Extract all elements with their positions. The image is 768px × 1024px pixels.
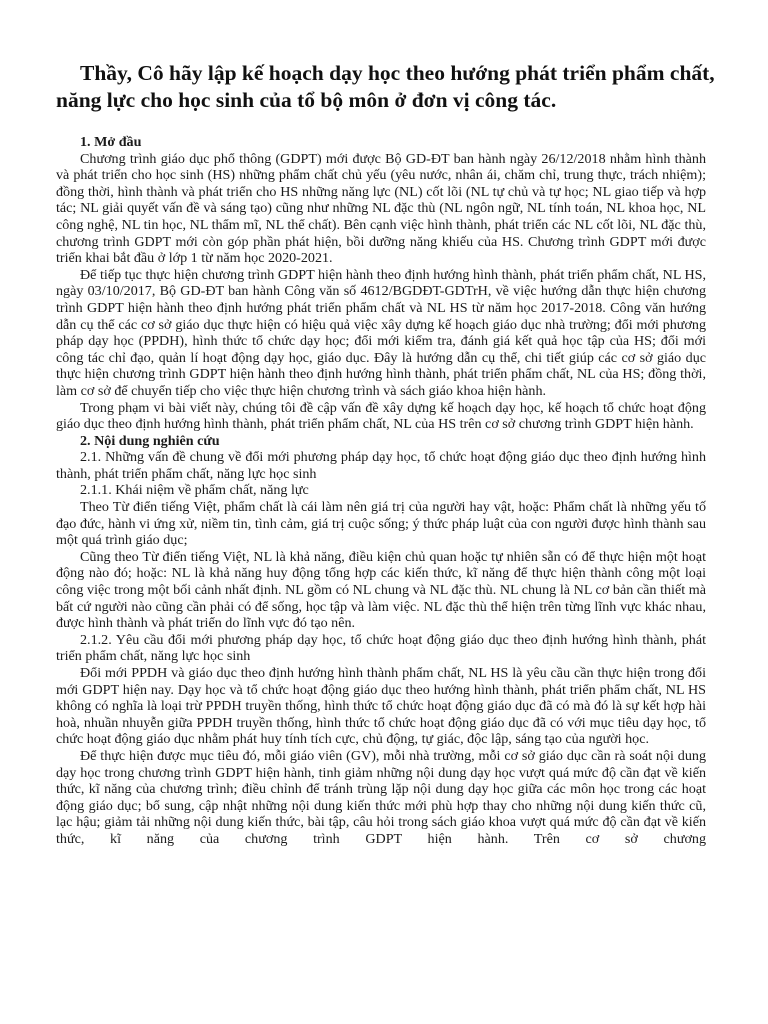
paragraph: Trong phạm vi bài viết này, chúng tôi đề cập vấn đề xây dựng kế hoạch dạy học, kế hoạch tổ chức hoạt động giáo dục theo định hướng hình thành, phát triển phẩm chất, NL của HS trên cơ sở chương trình GDPT hiện hành. [56, 399, 706, 433]
document-title: Thầy, Cô hãy lập kế hoạch dạy học theo hướng phát triển phẩm chất, năng lực cho học sinh của tổ bộ môn ở đơn vị công tác. [56, 61, 715, 112]
paragraph: Để thực hiện được mục tiêu đó, mỗi giáo viên (GV), mỗi nhà trường, mỗi cơ sở giáo dục cần rà soát nội dung dạy học trong chương trình GDPT hiện hành, tinh giảm những nội dung dạy học vượt quá mức độ cần đạt về kiến thức, kĩ năng của chương trình; điều chỉnh để tránh trùng lặp nội dung dạy học giữa các môn học trong các hoạt động giáo dục; bổ sung, cập nhật những nội dung kiến thức mới phù hợp thay cho những nội dung kiến thức cũ, lạc hậu; giảm tải những nội dung kiến thức, bài tập, câu hỏi trong sách giáo khoa vượt quá mức độ cần đạt về kiến thức, kĩ năng của chương trình GDPT hiện hành. Trên cơ sở chương [56, 747, 706, 847]
document-body [56, 134, 706, 848]
subsection-heading: 2.1.2. Yêu cầu đổi mới phương pháp dạy học, tổ chức hoạt động giáo dục theo định hướng hình thành, phát triển phẩm chất, năng lực học sinh [56, 631, 706, 665]
paragraph: Cũng theo Từ điển tiếng Việt, NL là khả năng, điều kiện chủ quan hoặc tự nhiên sẵn có để thực hiện một hoạt động nào đó; hoặc: NL là khả năng huy động tổng hợp các kiến thức, kĩ năng để thực hiện thành công một loại công việc trong một bối cảnh nhất định. NL gồm có NL chung và NL đặc thù. NL chung là NL cơ bản cần thiết mà bất cứ người nào cũng cần phải có để sống, học tập và làm việc. NL đặc thù thể hiện trên từng lĩnh vực khác nhau, được hình thành và phát triển do lĩnh vực đó tạo nên. [56, 548, 706, 632]
paragraph: Đổi mới PPDH và giáo dục theo định hướng hình thành phẩm chất, NL HS là yêu cầu cần thực hiện trong đổi mới GDPT hiện nay. Dạy học và tổ chức hoạt động giáo dục theo hướng hình thành, phát triển phẩm chất, NL HS không có nghĩa là loại trừ PPDH truyền thống, hình thức tổ chức hoạt động giáo dục đã có mà đó là sự kết hợp hài hoà, nhuần nhuyễn giữa PPDH truyền thống, hình thức tổ chức hoạt động giáo dục đã có với mục tiêu dạy học, tổ chức hoạt động giáo dục nhằm phát huy tính tích cực, chủ động, tự giác, độc lập, sáng tạo của người học. [56, 665, 706, 748]
subsection-heading: 2.1. Những vấn đề chung về đổi mới phương pháp dạy học, tổ chức hoạt động giáo dục theo định hướng hình thành, phát triển phẩm chất, năng lực học sinh [56, 449, 706, 482]
subsection-heading: 2.1.1. Khái niệm về phẩm chất, năng lực [80, 482, 309, 499]
paragraph: Chương trình giáo dục phổ thông (GDPT) mới được Bộ GD-ĐT ban hành ngày 26/12/2018 nhằm hình thành và phát triển cho học sinh (HS) những phẩm chất chủ yếu (yêu nước, nhân ái, chăm chỉ, trung thực, trách nhiệm); đồng thời, hình thành và phát triển cho HS những năng lực (NL) cốt lõi (NL tự chủ và tự học; NL giao tiếp và hợp tác; NL giải quyết vấn đề và sáng tạo) cũng như những NL đặc thù (NL ngôn ngữ, NL tính toán, NL khoa học, NL công nghệ, NL tin học, NL thẩm mĩ, NL thể chất). Bên cạnh việc hình thành, phát triển các NL cốt lõi, NL đặc thù, chương trình GDPT mới còn góp phần phát hiện, bồi dưỡng năng khiếu của HS. Chương trình GDPT mới được triển khai bắt đầu ở lớp 1 từ năm học 2020-2021. [56, 150, 706, 267]
section-heading: 1. Mở đầu [80, 134, 142, 150]
section-heading: 2. Nội dung nghiên cứu [80, 432, 220, 449]
paragraph: Theo Từ điển tiếng Việt, phẩm chất là cái làm nên giá trị của người hay vật, hoặc: Phẩm chất là những yếu tố đạo đức, hành vi ứng xử, niềm tin, tình cảm, giá trị cuộc sống; ý thức pháp luật của con người được hình thành sau một quá trình giáo dục; [56, 499, 706, 549]
paragraph: Để tiếp tục thực hiện chương trình GDPT hiện hành theo định hướng hình thành, phát triển phẩm chất, NL HS, ngày 03/10/2017, Bộ GD-ĐT ban hành Công văn số 4612/BGDĐT-GDTrH, về việc hướng dẫn thực hiện chương trình GDPT hiện hành theo định hướng phát triển phẩm chất và NL HS từ năm học 2017-2018. Công văn hướng dẫn cụ thể các cơ sở giáo dục thực hiện có hiệu quả việc xây dựng kế hoạch giáo dục nhà trường; đổi mới phương pháp dạy học (PPDH), hình thức tổ chức dạy học; đổi mới kiểm tra, đánh giá kết quả học tập của HS; đổi mới công tác chỉ đạo, quản lí hoạt động dạy học, giáo dục. Đây là hướng dẫn cụ thể, chi tiết giúp các cơ sở giáo dục thực hiện chương trình GDPT hiện hành theo định hướng hình thành, phát triển phẩm chất, NL của HS; đồng thời, làm cơ sở để chuyển tiếp cho việc thực hiện chương trình và sách giáo khoa hiện hành. [56, 266, 706, 399]
